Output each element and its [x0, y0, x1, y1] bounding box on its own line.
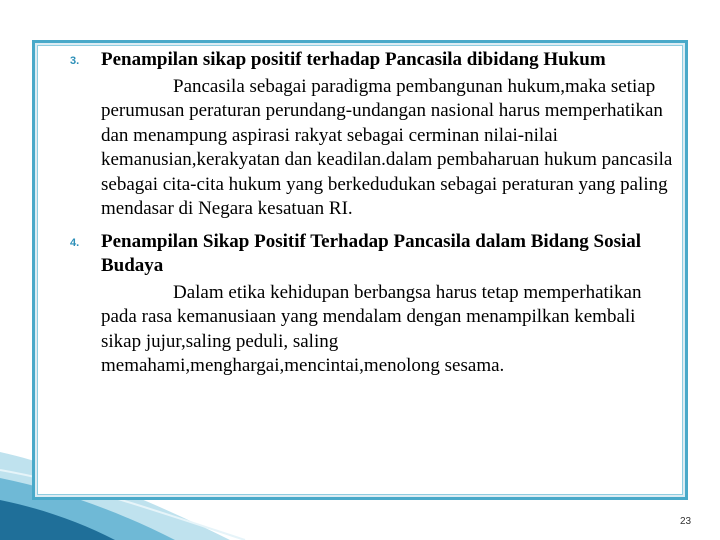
slide-content [70, 48, 676, 379]
page-number: 23 [680, 516, 692, 527]
list-number: 4. [70, 236, 80, 249]
item-heading: Penampilan sikap positif terhadap Pancasila dibidang Hukum [101, 49, 606, 70]
wave-dark-band [0, 500, 115, 540]
list-item [70, 48, 676, 222]
list-number: 3. [70, 55, 80, 67]
item-heading: Penampilan Sikap Positif Terhadap Pancasila dalam Bidang Sosial Budaya [101, 230, 642, 276]
list-item [70, 230, 676, 379]
item-paragraph: Pancasila sebagai paradigma pembangunan hukum,maka setiap perumusan peraturan perundang-undangan nasional harus memperhatikan dan menampung aspirasi rakyat sebagai cerminan nilai-nilai kemanusian,kerakyatan dan keadilan.dalam pembaharuan hukum pancasila sebagai cita-cita hukum yang berkedudukan sebagai peraturan yang paling mendasar di Negara kesatuan RI. [101, 75, 673, 219]
item-paragraph: Dalam etika kehidupan berbangsa harus tetap memperhatikan pada rasa kemanusiaan yang mendalam dengan menampilkan kembali sikap jujur,saling peduli, saling memahami,menghargai,mencintai,menolong sesama. [101, 281, 642, 376]
